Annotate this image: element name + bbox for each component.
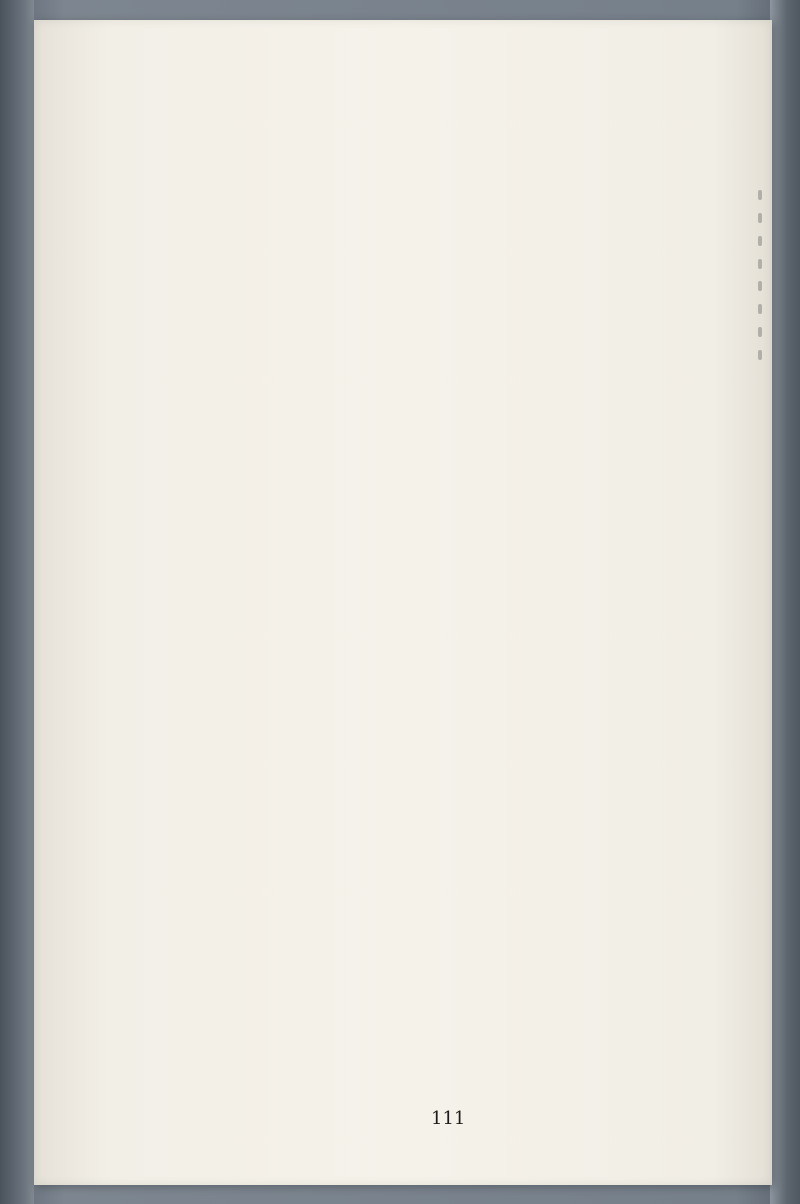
upper-text-column <box>388 248 407 643</box>
upper-text-column <box>546 248 565 643</box>
upper-text-column <box>349 248 368 643</box>
book-cover-edge <box>770 0 800 1204</box>
lower-text-column <box>506 700 525 1095</box>
lower-text-column <box>152 700 171 1095</box>
upper-text-column <box>664 248 683 643</box>
lower-text-column <box>743 700 762 1095</box>
document-page <box>34 20 772 1185</box>
upper-text-block <box>112 248 762 643</box>
upper-text-column <box>112 248 131 643</box>
lower-text-column <box>664 700 683 1095</box>
stitch-mark <box>758 190 762 200</box>
upper-text-column <box>624 248 643 643</box>
lower-text-column <box>546 700 565 1095</box>
upper-text-column <box>152 248 171 643</box>
lower-text-column <box>270 700 289 1095</box>
lower-text-column <box>230 700 249 1095</box>
upper-text-column <box>506 248 525 643</box>
upper-text-column <box>309 248 328 643</box>
stitch-mark <box>758 213 762 223</box>
upper-text-column <box>427 248 446 643</box>
upper-text-column <box>467 248 486 643</box>
lower-text-column <box>112 700 131 1095</box>
lower-text-column <box>309 700 328 1095</box>
page-number: 111 <box>431 1108 466 1129</box>
book-binding <box>0 0 34 1204</box>
lower-text-column <box>467 700 486 1095</box>
upper-text-column <box>743 248 762 643</box>
lower-text-column <box>703 700 722 1095</box>
upper-text-column <box>703 248 722 643</box>
upper-text-column <box>270 248 289 643</box>
lower-text-column <box>191 700 210 1095</box>
upper-text-column <box>191 248 210 643</box>
lower-text-column <box>585 700 604 1095</box>
lower-text-column <box>427 700 446 1095</box>
lower-text-column <box>349 700 368 1095</box>
upper-text-column <box>585 248 604 643</box>
upper-text-column <box>230 248 249 643</box>
lower-text-column <box>388 700 407 1095</box>
lower-text-block <box>112 700 762 1095</box>
lower-text-column <box>624 700 643 1095</box>
stitch-mark <box>758 236 762 246</box>
